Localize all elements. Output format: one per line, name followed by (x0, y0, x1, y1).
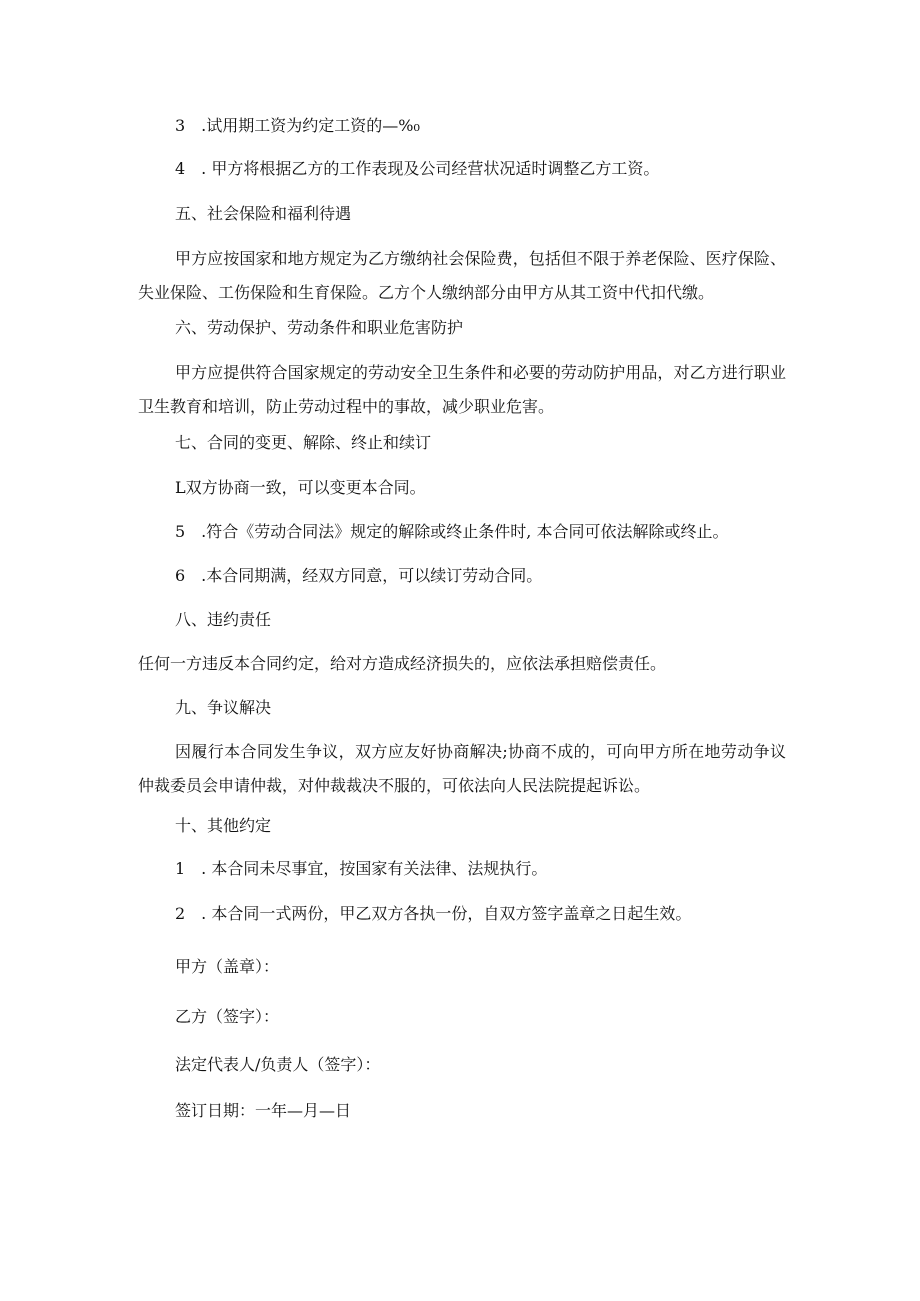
section-heading-contract-changes: 七、合同的变更、解除、终止和续订 (175, 433, 432, 452)
signature-party-b: 乙方（签字）： (175, 1007, 280, 1026)
clause-copies-effect: 2 . 本合同一式两份，甲乙双方各执一份，自双方签字盖章之日起生效。 (175, 904, 692, 923)
signature-legal-representative: 法定代表人/负责人（签字）： (175, 1055, 381, 1074)
clause-probation-wage: 3 .试用期工资为约定工资的—%₀ (175, 116, 420, 135)
paragraph-social-insurance: 甲方应按国家和地方规定为乙方缴纳社会保险费，包括但不限于养老保险、医疗保险、失业保险、工伤保险和生育保险。乙方个人缴纳部分由甲方从其工资中代扣代缴。 (138, 249, 786, 302)
paragraph-dispute: 因履行本合同发生争议，双方应友好协商解决;协商不成的，可向甲方所在地劳动争议仲裁委员会申请仲裁，对仲裁裁决不服的，可依法向人民法院提起诉讼。 (138, 742, 786, 795)
section-heading-labor-protection: 六、劳动保护、劳动条件和职业危害防护 (175, 318, 464, 337)
clause-renewal: 6 .本合同期满，经双方同意，可以续订劳动合同。 (175, 566, 543, 585)
signature-party-a: 甲方（盖章）： (175, 957, 280, 976)
signing-date: 签订日期：一年—月—日 (175, 1101, 352, 1120)
section-heading-other: 十、其他约定 (175, 816, 272, 835)
clause-mutual-change: L双方协商一致，可以变更本合同。 (175, 478, 426, 497)
clause-wage-adjustment: 4 . 甲方将根据乙方的工作表现及公司经营状况适时调整乙方工资。 (175, 159, 660, 178)
clause-termination: 5 .符合《劳动合同法》规定的解除或终止条件时, 本合同可依法解除或终止。 (175, 522, 729, 541)
paragraph-liability: 任何一方违反本合同约定，给对方造成经济损失的，应依法承担赔偿责任。 (138, 654, 667, 673)
clause-unspecified-matters: 1 . 本合同未尽事宜，按国家有关法律、法规执行。 (175, 859, 548, 878)
section-heading-dispute: 九、争议解决 (175, 698, 272, 717)
section-heading-liability: 八、违约责任 (175, 610, 272, 629)
section-heading-social-insurance: 五、社会保险和福利待遇 (175, 204, 352, 223)
paragraph-labor-protection: 甲方应提供符合国家规定的劳动安全卫生条件和必要的劳动防护用品，对乙方进行职业卫生教育和培训，防止劳动过程中的事故，减少职业危害。 (138, 363, 786, 416)
